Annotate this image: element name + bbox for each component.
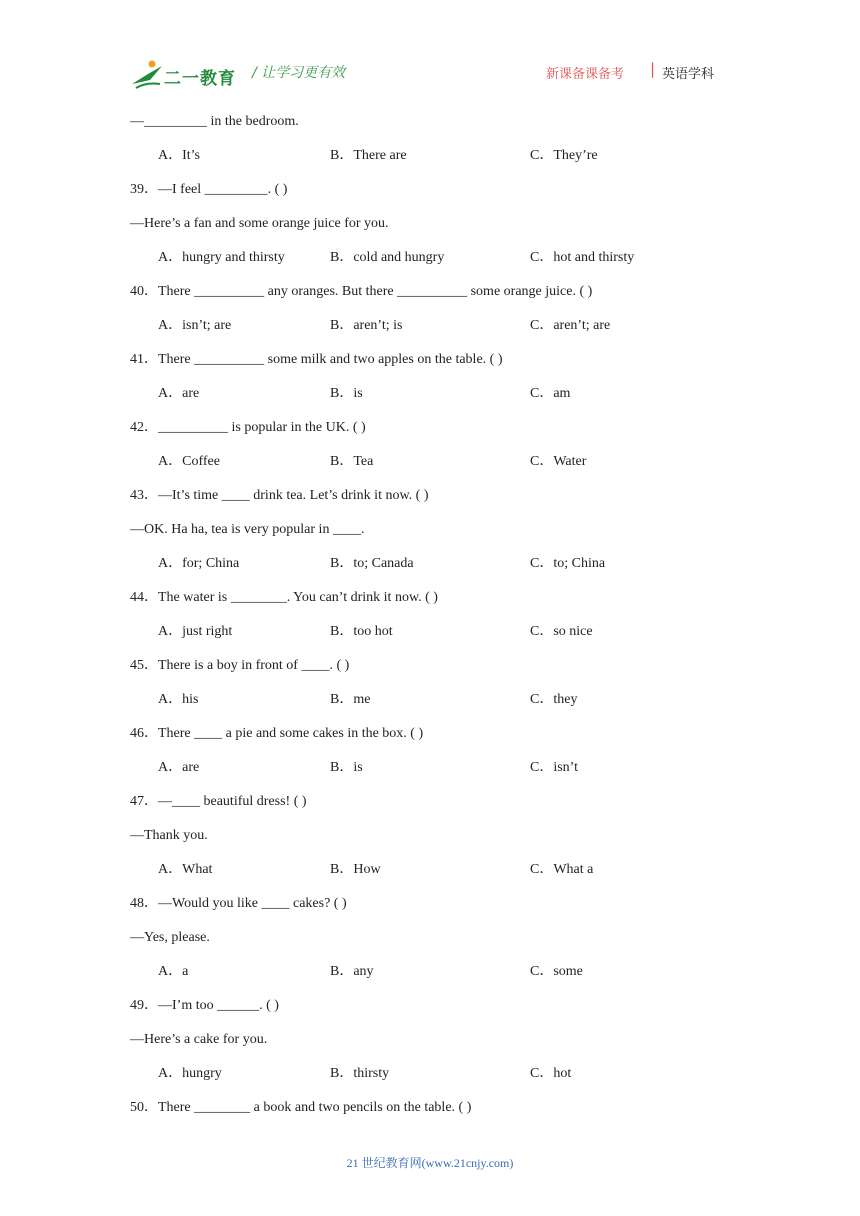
- question-line: 43．—It’s time ____ drink tea. Let’s drink it now. ( ): [130, 488, 429, 503]
- footer-source: 21 世纪教育网(www.21cnjy.com): [346, 1156, 514, 1170]
- page-header: [130, 54, 730, 94]
- question-line: 41．There __________ some milk and two apples on the table. ( ): [130, 352, 503, 367]
- option-b: B．me: [330, 692, 371, 707]
- option-a: A．just right: [158, 624, 233, 639]
- question-line: —_________ in the bedroom.: [130, 114, 299, 129]
- question-line: 49．—I’m too ______. ( ): [130, 998, 279, 1013]
- logo-text: 二一教育: [164, 69, 236, 89]
- question-line: 45．There is a boy in front of ____. ( ): [130, 658, 350, 673]
- option-a: A．are: [158, 386, 200, 401]
- option-a: A．hungry and thirsty: [158, 250, 285, 265]
- options-row: [130, 452, 730, 486]
- option-a: A．a: [158, 964, 189, 979]
- option-b: B．Tea: [330, 454, 374, 469]
- question-line: —Here’s a cake for you.: [130, 1032, 268, 1047]
- question-line: —Here’s a fan and some orange juice for you.: [130, 216, 389, 231]
- question-line: —Thank you.: [130, 828, 208, 843]
- question-line: —OK. Ha ha, tea is very popular in ____.: [130, 522, 365, 537]
- options-row: [130, 758, 730, 792]
- options-row: [130, 690, 730, 724]
- course-label: 新课备课备考: [546, 67, 625, 82]
- options-row: [130, 554, 730, 588]
- options-row: [130, 622, 730, 656]
- question-line: —Yes, please.: [130, 930, 210, 945]
- question-line: 39．—I feel _________. ( ): [130, 182, 288, 197]
- option-c: C．some: [530, 964, 583, 979]
- option-b: B．is: [330, 386, 363, 401]
- option-b: B．any: [330, 964, 374, 979]
- question-line: 47．—____ beautiful dress! ( ): [130, 794, 307, 809]
- option-c: C．to; China: [530, 556, 606, 571]
- option-b: B．cold and hungry: [330, 250, 445, 265]
- question-line: 46．There ____ a pie and some cakes in the box. ( ): [130, 726, 424, 741]
- option-a: A．are: [158, 760, 200, 775]
- option-a: A．hungry: [158, 1066, 222, 1081]
- options-row: [130, 248, 730, 282]
- option-c: C．hot: [530, 1066, 572, 1081]
- option-c: C．am: [530, 386, 571, 401]
- option-b: B．to; Canada: [330, 556, 414, 571]
- options-row: [130, 1064, 730, 1098]
- header-separator: |: [650, 60, 656, 78]
- option-a: A．It’s: [158, 148, 200, 163]
- slogan: / 让学习更有效: [252, 65, 346, 81]
- option-b: B．thirsty: [330, 1066, 390, 1081]
- question-line: 44．The water is ________. You can’t drink it now. ( ): [130, 590, 438, 605]
- option-a: A．isn’t; are: [158, 318, 232, 333]
- option-b: B．is: [330, 760, 363, 775]
- options-row: [130, 962, 730, 996]
- option-a: A．What: [158, 862, 213, 877]
- option-c: C．They’re: [530, 148, 598, 163]
- option-c: C．isn’t: [530, 760, 578, 775]
- question-line: 42．__________ is popular in the UK. ( ): [130, 420, 366, 435]
- option-c: C．Water: [530, 454, 587, 469]
- option-b: B．How: [330, 862, 381, 877]
- option-a: A．Coffee: [158, 454, 220, 469]
- option-c: C．aren’t; are: [530, 318, 611, 333]
- options-row: [130, 316, 730, 350]
- question-line: 48．—Would you like ____ cakes? ( ): [130, 896, 347, 911]
- option-a: A．his: [158, 692, 199, 707]
- option-c: C．so nice: [530, 624, 593, 639]
- option-b: B．too hot: [330, 624, 393, 639]
- question-line: 50．There ________ a book and two pencils on the table. ( ): [130, 1100, 472, 1115]
- question-list: [130, 112, 730, 1132]
- option-b: B．There are: [330, 148, 407, 163]
- options-row: [130, 146, 730, 180]
- options-row: [130, 384, 730, 418]
- option-c: C．What a: [530, 862, 594, 877]
- option-c: C．they: [530, 692, 578, 707]
- subject-label: 英语学科: [662, 67, 715, 82]
- option-b: B．aren’t; is: [330, 318, 403, 333]
- option-a: A．for; China: [158, 556, 240, 571]
- option-c: C．hot and thirsty: [530, 250, 635, 265]
- logo: [130, 58, 250, 90]
- runner-logo-icon: [130, 58, 164, 90]
- options-row: [130, 860, 730, 894]
- question-line: 40．There __________ any oranges. But there __________ some orange juice. ( ): [130, 284, 593, 299]
